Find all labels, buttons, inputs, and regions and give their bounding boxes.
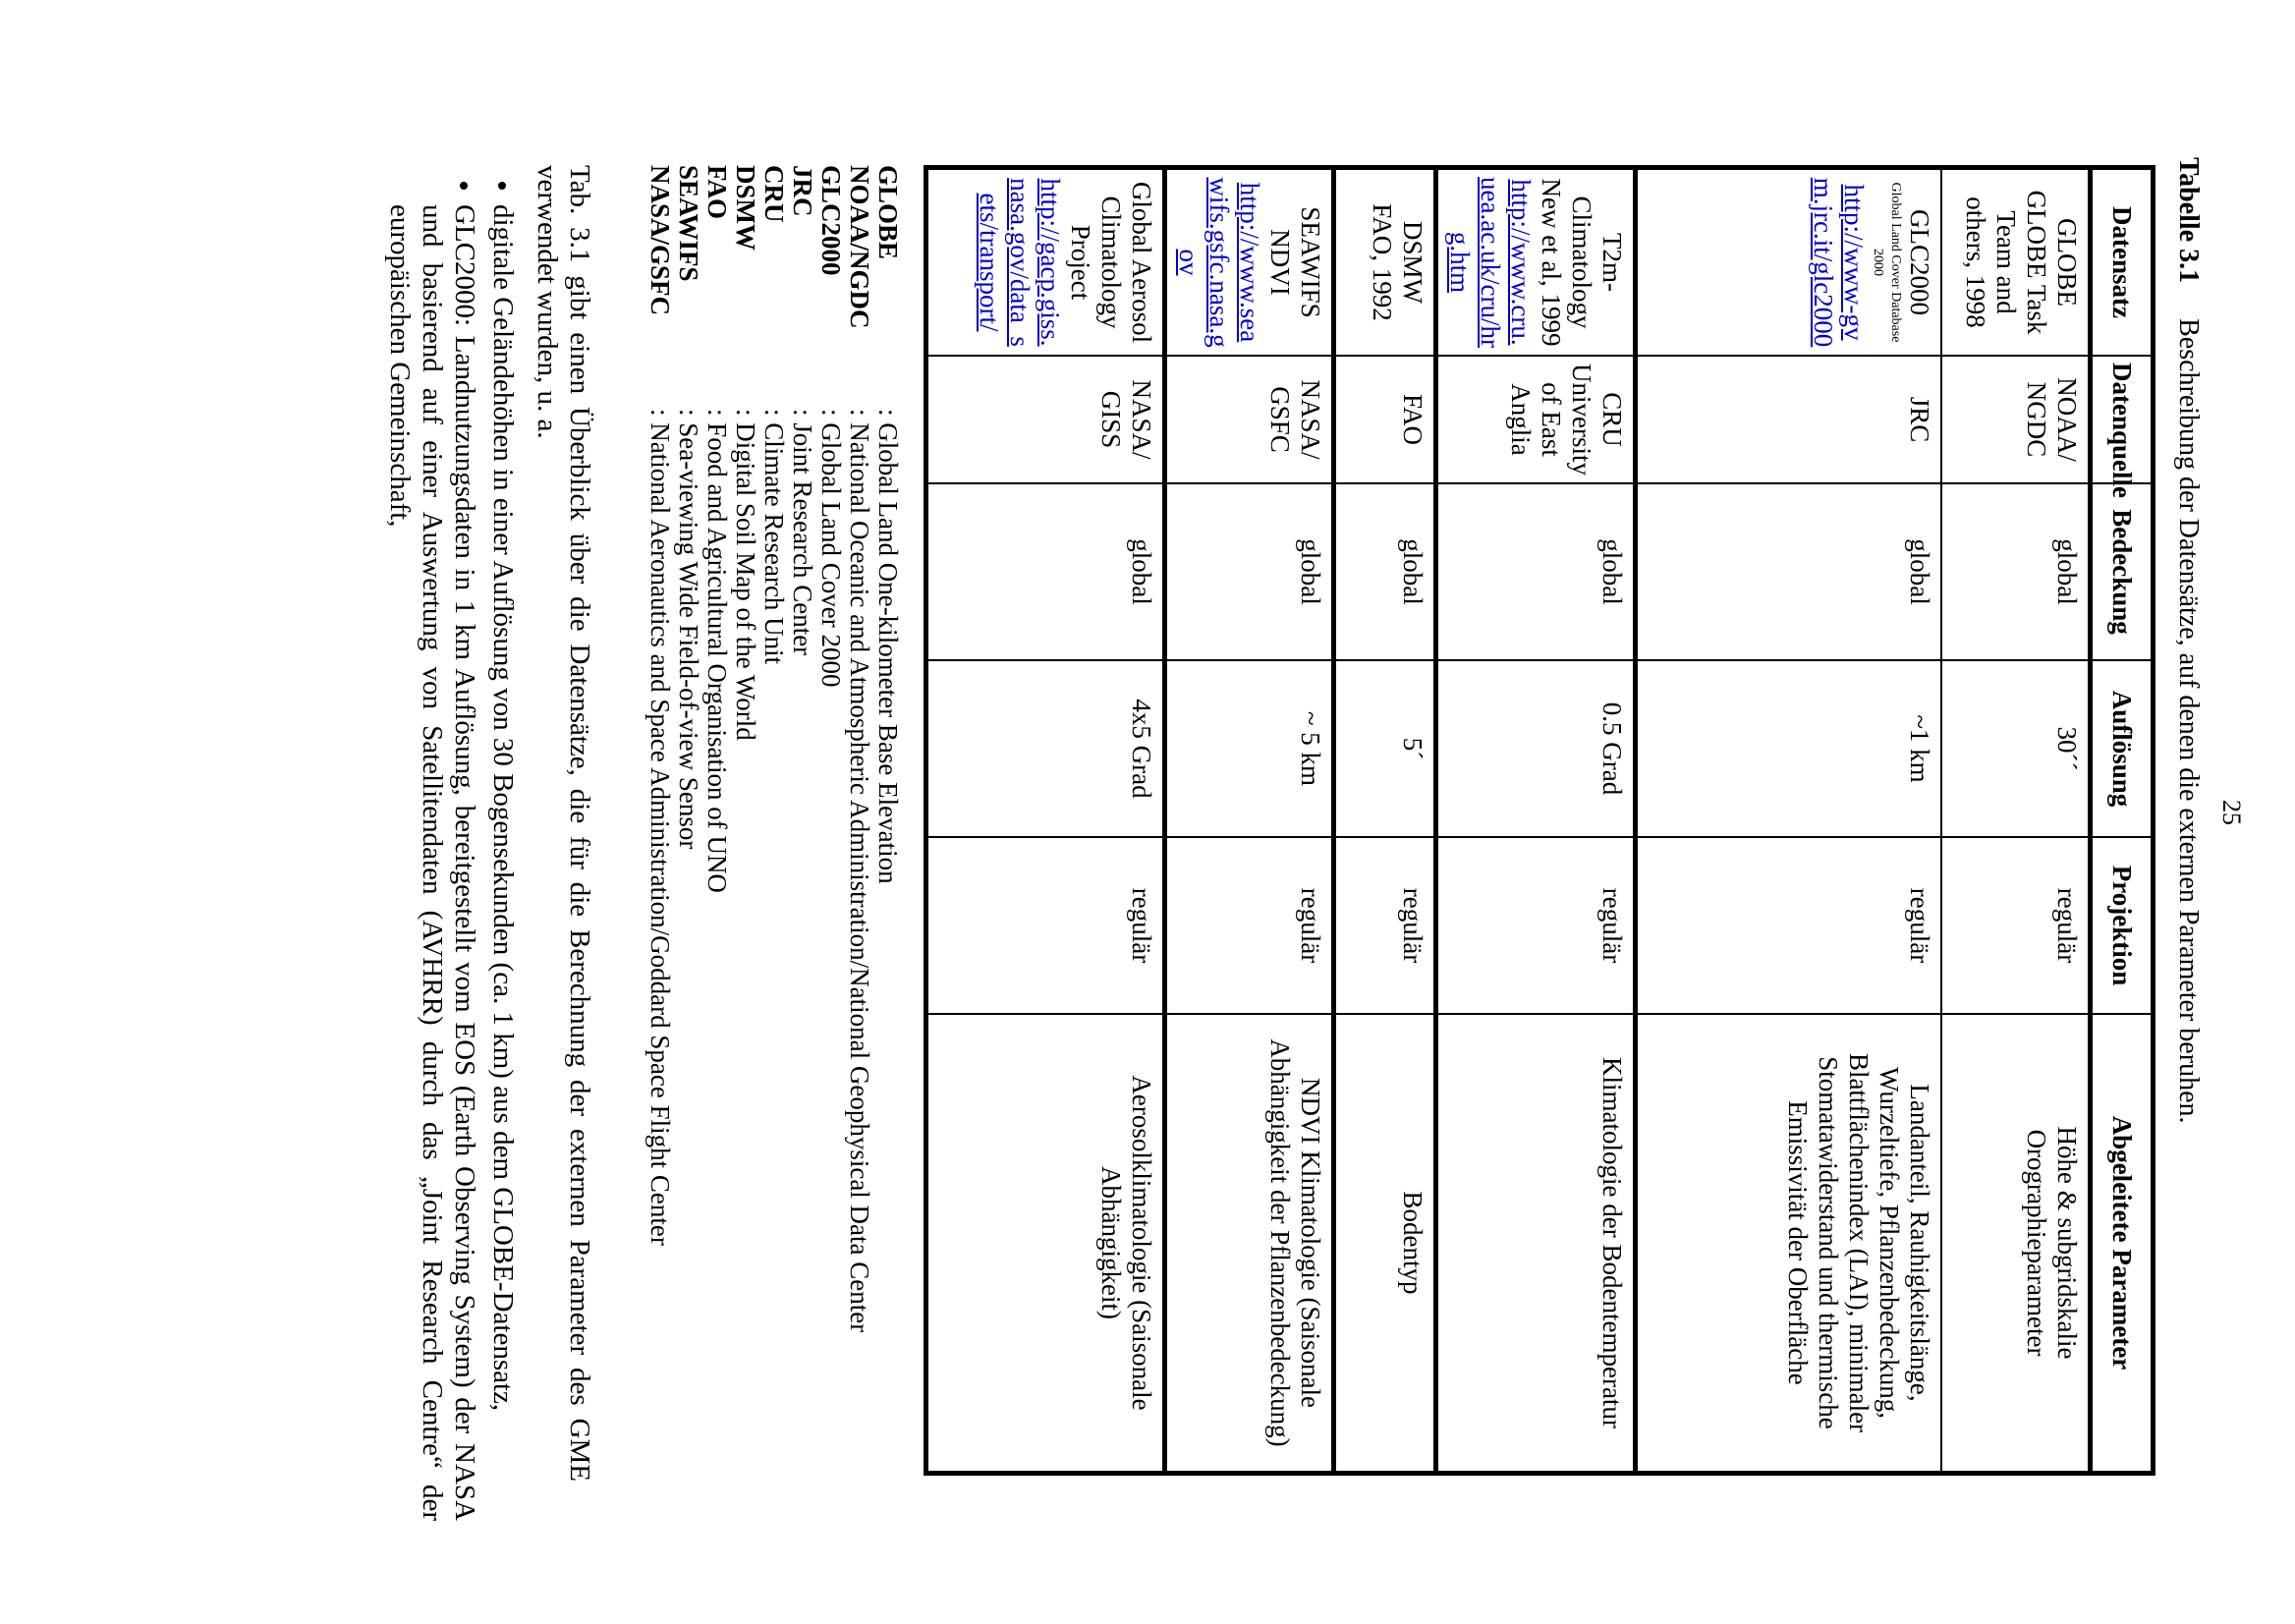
cell-projektion: regulär — [927, 837, 1166, 1014]
table-row — [1941, 169, 2089, 1472]
caption-label: Tabelle 3.1 — [2173, 157, 2204, 284]
abbreviation-list — [645, 165, 902, 1540]
cell-aufloesung: ~1 km — [1637, 660, 1941, 837]
table-row — [1637, 169, 1941, 1472]
table-row — [1437, 169, 1637, 1472]
cell-datensatz: GLC2000 Global Land Cover Database 2000 http://www-gvm.jrc.it/glc2000 — [1637, 169, 1941, 356]
header-datenquelle: Datenquelle — [2089, 356, 2152, 483]
cell-bedeckung: global — [927, 483, 1166, 660]
abbreviation-item: SEAWIFS : Sea-viewing Wide Field-of-view Sensor — [674, 165, 703, 850]
cell-projektion: regulär — [1637, 837, 1941, 1014]
cell-aufloesung: 5´ — [1335, 660, 1437, 837]
cell-quelle: NASA/ GSFC — [1166, 356, 1335, 483]
cell-datensatz: SEAWIFS NDVI http://www.seawifs.gsfc.nasa.gov — [1166, 169, 1335, 356]
dataset-link[interactable]: http://www.cru.uea.ac.uk/cru/hrg.htm — [1445, 177, 1536, 348]
table-row — [1335, 169, 1437, 1472]
cell-datensatz: Global Aerosol Climatology Project http://gacp.giss.nasa.gov/data_sets/transport/ — [927, 169, 1166, 356]
header-parameter: Abgeleitete Parameter — [2089, 1014, 2152, 1472]
cell-datensatz: T2m-Climatology New et al, 1999 http://www.cru.uea.ac.uk/cru/hrg.htm — [1437, 169, 1637, 356]
cell-quelle: FAO — [1335, 356, 1437, 483]
cell-aufloesung: 0.5 Grad — [1437, 660, 1637, 837]
header-datensatz: Datensatz — [2089, 169, 2152, 356]
cell-quelle: JRC — [1637, 356, 1941, 483]
cell-datensatz: DSMW FAO, 1992 — [1335, 169, 1437, 356]
dataset-subtitle: Global Land Cover Database 2000 — [1871, 182, 1903, 343]
cell-parameter: Aerosolklimatologie (Saisonale Abhängigkeit) — [927, 1014, 1166, 1472]
abbreviation-item: NOAA/NGDC : National Oceanic and Atmospheric Administration/National Geophysical Data Center — [845, 165, 874, 1333]
abbreviation-item: FAO : Food and Agricultural Organisation of UNO — [702, 165, 732, 893]
cell-projektion: regulär — [1437, 837, 1637, 1014]
bullet-list — [377, 165, 519, 1521]
abbreviation-item: JRC : Joint Research Center — [788, 165, 817, 656]
caption-text: Beschreibung der Datensätze, auf denen die externen Parameter beruhen. — [2173, 318, 2204, 1124]
cell-parameter: Landanteil, Rauhigkeitslänge, Wurzeltiefe, Pflanzenbedeckung, Blattflächenindex (LAI), minimaler Stomatawiderstand und thermische Emissivität der Oberfläche — [1637, 1014, 1941, 1472]
cell-parameter: Höhe & subgridskalie Orographieparameter — [1941, 1014, 2089, 1472]
datasets-table — [924, 165, 2155, 1476]
dataset-link[interactable]: http://gacp.giss.nasa.gov/data_sets/transport/ — [975, 178, 1065, 347]
cell-aufloesung: 30´´ — [1941, 660, 2089, 837]
cell-aufloesung: ~ 5 km — [1166, 660, 1335, 837]
list-item: • GLC2000: Landnutzungsdaten in 1 km Auflösung, bereitgestellt vom EOS (Earth Observing System) der NASA und basierend auf einer Auswertung von Satellitendaten (AVHRR) durch das „Joint Research Centre“ der europäischen Gemeinschaft, — [383, 204, 480, 1521]
table-row — [1166, 169, 1335, 1472]
cell-projektion: regulär — [1166, 837, 1335, 1014]
cell-quelle: NASA/ GISS — [927, 356, 1166, 483]
abbreviation-item: DSMW : Digital Soil Map of the World — [731, 165, 760, 741]
cell-bedeckung: global — [1941, 483, 2089, 660]
cell-bedeckung: global — [1166, 483, 1335, 660]
cell-quelle: NOAA/ NGDC — [1941, 356, 2089, 483]
table-row — [927, 169, 1166, 1472]
body-paragraph: Tab. 3.1 gibt einen Überblick über die Datensätze, die für die Berechnung der externen Parameter des GME verwendet wurden, u. a. — [532, 165, 595, 1482]
abbreviation-item: GLOBE : Global Land One-kilometer Base Elevation — [873, 165, 903, 884]
page-number: 25 — [2217, 800, 2246, 825]
abbreviation-item: CRU : Climate Research Unit — [759, 165, 789, 665]
cell-bedeckung: global — [1437, 483, 1637, 660]
cell-bedeckung: global — [1335, 483, 1437, 660]
cell-bedeckung: global — [1637, 483, 1941, 660]
cell-parameter: Klimatologie der Bodentemperatur — [1437, 1014, 1637, 1472]
table-caption — [2171, 157, 2205, 1434]
cell-projektion: regulär — [1335, 837, 1437, 1014]
list-item: • digitale Geländehöhen in einer Auflösung von 30 Bogensekunden (ca. 1 km) aus dem GLOBE-Datensatz, — [486, 204, 519, 1521]
cell-projektion: regulär — [1941, 837, 2089, 1014]
abbreviation-item: NASA/GSFC : National Aeronautics and Space Administration/Goddard Space Flight Center — [645, 165, 675, 1246]
cell-parameter: Bodentyp — [1335, 1014, 1437, 1472]
header-projektion: Projektion — [2089, 837, 2152, 1014]
cell-aufloesung: 4x5 Grad — [927, 660, 1166, 837]
dataset-link[interactable]: http://www.seawifs.gsfc.nasa.gov — [1174, 177, 1264, 348]
header-bedeckung: Bedeckung — [2089, 483, 2152, 660]
cell-parameter: NDVI Klimatologie (Saisonale Abhängigkeit der Pflanzenbedeckung) — [1166, 1014, 1335, 1472]
header-aufloesung: Auflösung — [2089, 660, 2152, 837]
cell-quelle: CRU University of East Anglia — [1437, 356, 1637, 483]
dataset-link[interactable]: http://www-gvm.jrc.it/glc2000 — [1809, 177, 1869, 348]
abbreviation-item: GLC2000 : Global Land Cover 2000 — [816, 165, 846, 688]
cell-datensatz: GLOBE GLOBE Task Team and others, 1998 — [1941, 169, 2089, 356]
